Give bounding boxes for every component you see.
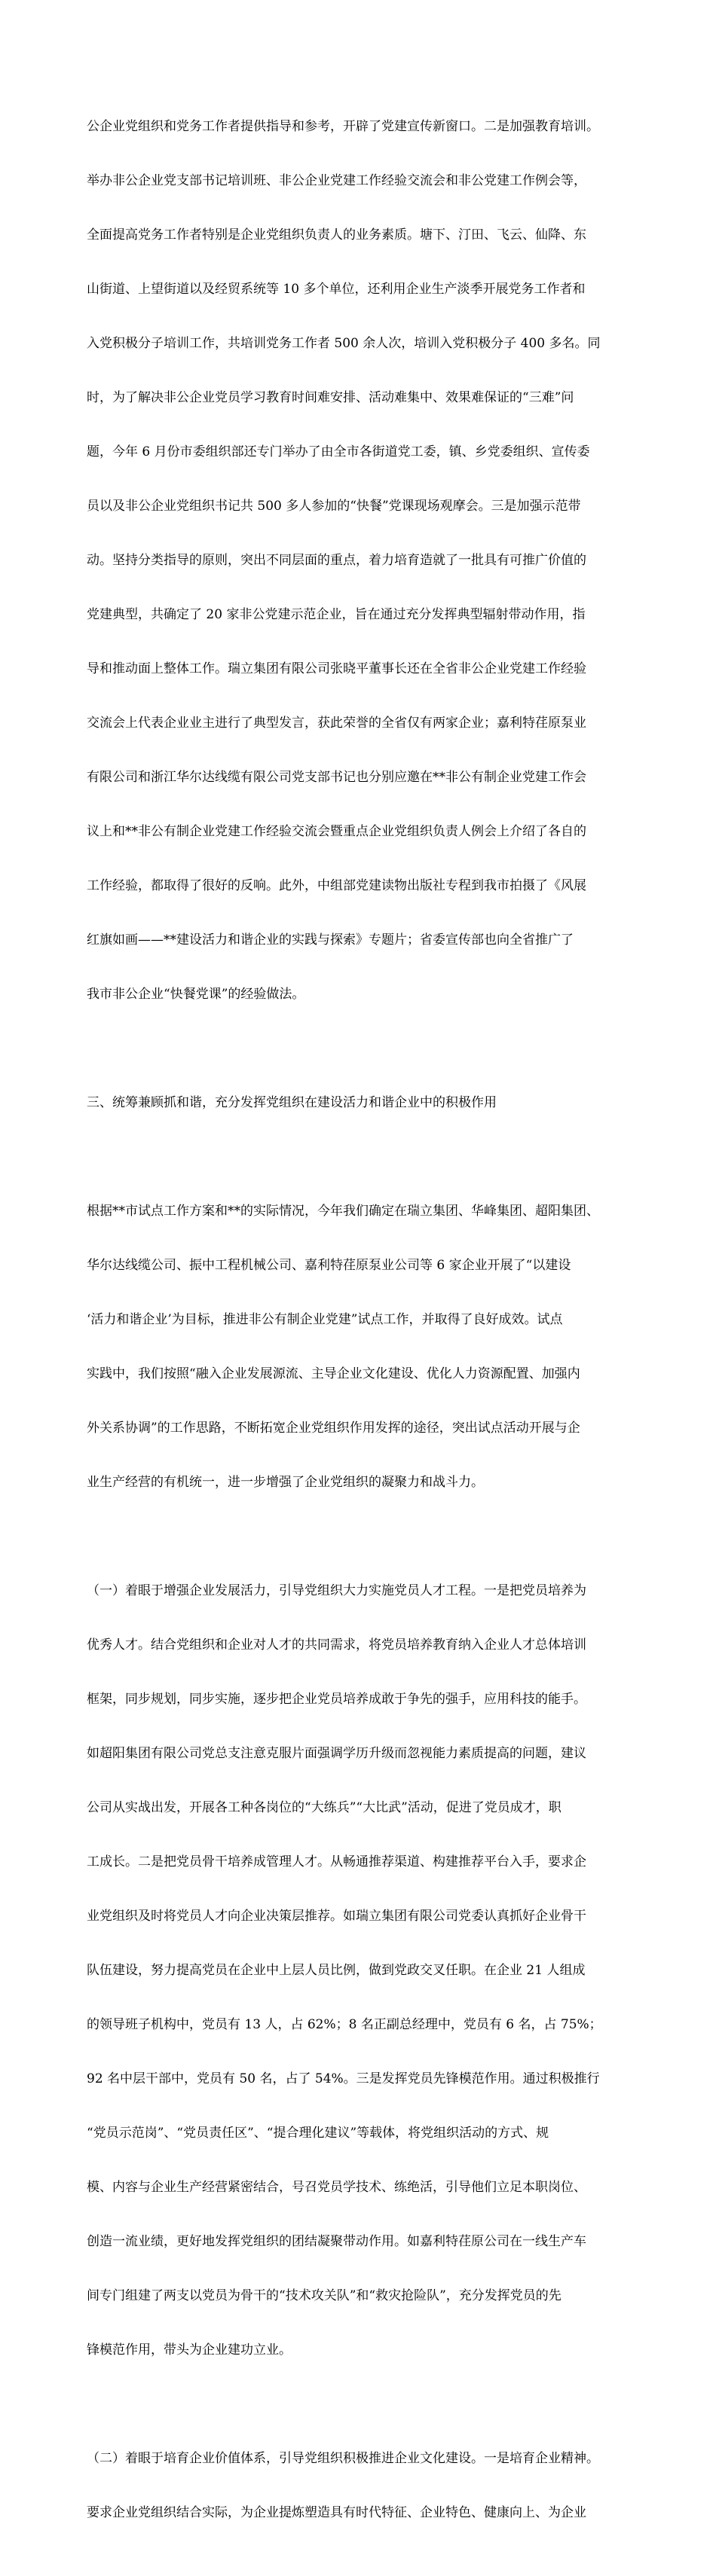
text-line: 员以及非公企业党组织书记共 500 多人参加的“快餐”党课现场观摩会。三是加强示范带	[87, 499, 581, 514]
paragraph-talent-project	[87, 1546, 644, 2395]
text-line: 议上和**非公有制企业党建工作经验交流会暨重点企业党组织负责人例会上介绍了各自的	[87, 824, 586, 839]
text-line: 业生产经营的有机统一，进一步增强了企业党组织的凝聚力和战斗力。	[87, 1475, 484, 1490]
text-line: 如超阳集团有限公司党总支注意克服片面强调学历升级而忽视能力素质提高的问题，建议	[87, 1746, 586, 1761]
text-line: 创造一流业绩，更好地发挥党组织的团结凝聚带动作用。如嘉利特荏原公司在一线生产车	[87, 2234, 586, 2249]
text-line: 题，今年 6 月份市委组织部还专门举办了由全市各街道党工委，镇、乡党委组织、宣传委	[87, 444, 590, 459]
paragraph-party-publicity-training	[87, 81, 644, 1039]
text-line: 外关系协调”的工作思路，不断拓宽企业党组织作用发挥的途径，突出试点活动开展与企	[87, 1421, 580, 1436]
text-line: 时，为了解决非公企业党员学习教育时间难安排、活动难集中、效果难保证的“三难”问	[87, 390, 574, 405]
paragraph-pilot-work	[87, 1166, 644, 1528]
text-line: 队伍建设，努力提高党员在企业中上层人员比例，做到党政交叉任职。在企业 21 人组成	[87, 1963, 586, 1978]
text-line: 间专门组建了两支以党员为骨干的“技术攻关队”和“救灾抢险队”，充分发挥党员的先	[87, 2288, 561, 2303]
text-line: 的领导班子机构中，党员有 13 人，占 62%；8 名正副总经理中，党员有 6 名，占 75%；	[87, 2017, 602, 2032]
text-line: （二）着眼于培育企业价值体系，引导党组织积极推进企业文化建设。一是培育企业精神。	[87, 2451, 599, 2466]
text-line: 导和推动面上整体工作。瑞立集团有限公司张晓平董事长还在全省非公企业党建工作经验	[87, 661, 586, 676]
text-line: 框架，同步规划，同步实施，逐步把企业党员培养成敢于争先的强手，应用科技的能手。	[87, 1692, 586, 1707]
text-line: 92 名中层干部中，党员有 50 名，占了 54%。三是发挥党员先锋模范作用。通过积极推行	[87, 2071, 600, 2086]
text-line: 公企业党组织和党务工作者提供指导和参考，开辟了党建宣传新窗口。二是加强教育培训。	[87, 119, 599, 134]
section-heading	[87, 1058, 644, 1148]
heading-text: 三、统筹兼顾抓和谐，充分发挥党组织在建设活力和谐企业中的积极作用	[87, 1095, 497, 1110]
text-line: 红旗如画——**建设活力和谐企业的实践与探索》专题片；省委宣传部也向全省推广了	[87, 932, 574, 948]
text-line: 公司从实战出发，开展各工种各岗位的“大练兵”“大比武”活动，促进了党员成才，职	[87, 1800, 561, 1815]
text-line: 工成长。二是把党员骨干培养成管理人才。从畅通推荐渠道、构建推荐平台入手，要求企	[87, 1854, 586, 1869]
text-line: 华尔达线缆公司、振中工程机械公司、嘉利特荏原泵业公司等 6 家企业开展了“以建设	[87, 1258, 571, 1273]
text-line: 山街道、上望街道以及经贸系统等 10 多个单位，还利用企业生产淡季开展党务工作者和	[87, 282, 586, 297]
text-line: 党建典型，共确定了 20 家非公党建示范企业，旨在通过充分发挥典型辐射带动作用，指	[87, 607, 586, 622]
text-line: 交流会上代表企业业主进行了典型发言，获此荣誉的全省仅有两家企业；嘉利特荏原泵业	[87, 716, 586, 731]
text-line: 锋模范作用，带头为企业建功立业。	[87, 2343, 292, 2358]
text-line: 举办非公企业党支部书记培训班、非公企业党建工作经验交流会和非公党建工作例会等，	[87, 173, 586, 188]
text-line: 动。坚持分类指导的原则，突出不同层面的重点，着力培育造就了一批具有可推广价值的	[87, 553, 586, 568]
paragraph-corporate-culture	[87, 2413, 644, 2558]
text-line: 工作经验，都取得了很好的反响。此外，中组部党建读物出版社专程到我市拍摄了《风展	[87, 878, 586, 893]
document-page	[87, 81, 644, 2576]
text-line: 模、内容与企业生产经营紧密结合，号召党员学技术、练绝活，引导他们立足本职岗位、	[87, 2180, 586, 2195]
text-line: 我市非公企业“快餐党课”的经验做法。	[87, 987, 305, 1002]
text-line: （一）着眼于增强企业发展活力，引导党组织大力实施党员人才工程。一是把党员培养为	[87, 1583, 586, 1598]
text-line: 优秀人才。结合党组织和企业对人才的共同需求，将党员培养教育纳入企业人才总体培训	[87, 1637, 586, 1653]
text-line: ‘活力和谐企业’为目标，推进非公有制企业党建”试点工作，并取得了良好成效。试点	[87, 1312, 563, 1327]
text-line: 业党组织及时将党员人才向企业决策层推荐。如瑞立集团有限公司党委认真抓好企业骨干	[87, 1909, 586, 1924]
text-line: 根据**市试点工作方案和**的实际情况，今年我们确定在瑞立集团、华峰集团、超阳集团、	[87, 1204, 599, 1219]
text-line: 全面提高党务工作者特别是企业党组织负责人的业务素质。塘下、汀田、飞云、仙降、东	[87, 227, 586, 243]
text-line: 有限公司和浙江华尔达线缆有限公司党支部书记也分别应邀在**非公有制企业党建工作会	[87, 770, 586, 785]
text-line: 入党积极分子培训工作，共培训党务工作者 500 余人次，培训入党积极分子 400 多名。同	[87, 336, 601, 351]
text-line: “党员示范岗”、“党员责任区”、“提合理化建议”等载体，将党组织活动的方式、规	[87, 2126, 549, 2141]
text-line: 要求企业党组织结合实际，为企业提炼塑造具有时代特征、企业特色、健康向上、为企业	[87, 2505, 586, 2520]
text-line: 实践中，我们按照“融入企业发展源流、主导企业文化建设、优化人力资源配置、加强内	[87, 1366, 580, 1381]
